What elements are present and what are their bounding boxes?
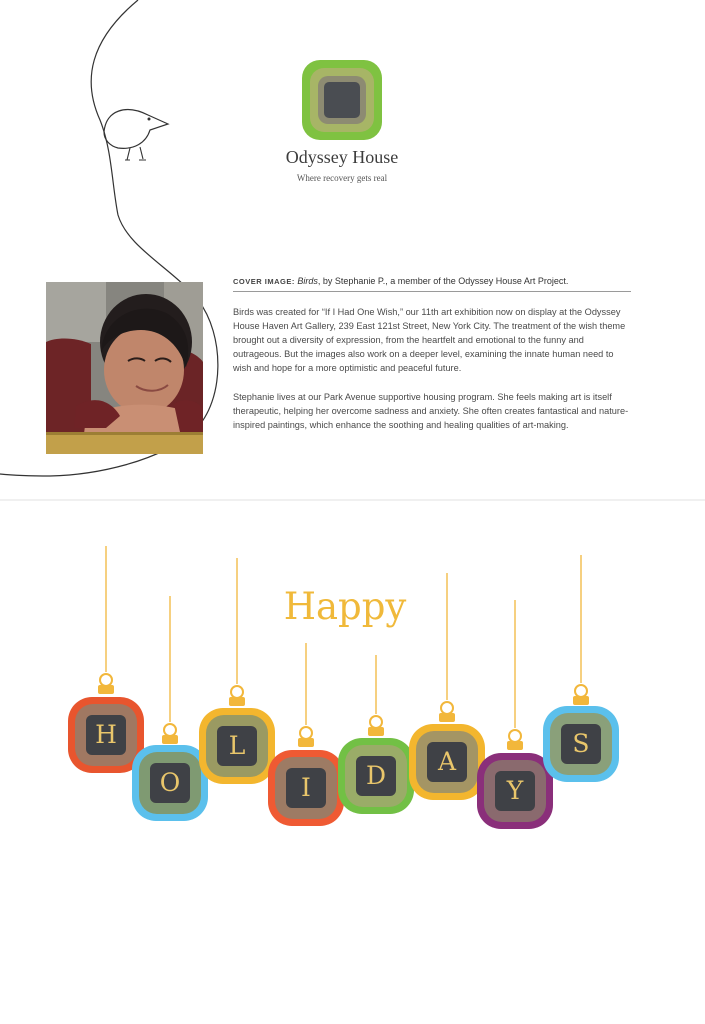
cover-image-title: Birds	[297, 276, 318, 286]
artist-bio-paragraph: Stephanie lives at our Park Avenue supportive housing program. She feels making art is itself therapeutic, helping her overcome sadness and anxiety. She often creates fantastical and nature-inspired paintings, which enhance the soothing and healing qualities of art-making.	[233, 392, 629, 430]
ornament-letter: H	[95, 720, 117, 749]
ornament-cap	[368, 727, 384, 736]
ornament-cap	[162, 735, 178, 744]
ornament-tile	[427, 742, 467, 782]
ornament-cap	[439, 713, 455, 722]
ornament-cap	[98, 685, 114, 694]
org-name: Odyssey House	[285, 147, 399, 167]
happy-heading: Happy	[283, 585, 407, 628]
ornament-o	[132, 745, 208, 821]
ornament-a	[409, 724, 485, 800]
ornament-i	[268, 750, 344, 826]
ornament-tile	[561, 724, 601, 764]
ornament-l	[199, 708, 275, 784]
ornament-letter: I	[301, 773, 311, 802]
ornament-s	[543, 706, 619, 782]
ornament-cap	[507, 741, 523, 750]
ornament-letter: Y	[506, 776, 524, 805]
ornament-tile	[356, 756, 396, 796]
ornament-d	[338, 738, 414, 814]
ornament-tile	[286, 768, 326, 808]
ornament-tile	[495, 771, 535, 811]
ornament-tile	[86, 715, 126, 755]
ornament-letter: A	[437, 747, 457, 776]
org-tagline: Where recovery gets real	[296, 173, 388, 183]
ornament-tile	[150, 763, 190, 803]
ornament-letter: L	[228, 731, 246, 760]
ornament-letter: S	[572, 729, 590, 758]
ornament-cap	[298, 738, 314, 747]
ornament-letter: O	[159, 768, 181, 797]
ornament-letter: D	[365, 761, 387, 790]
cover-image-credit: , by Stephanie P., a member of the Odyssey House Art Project.	[317, 276, 569, 286]
exhibition-paragraph: Birds was created for “If I Had One Wish,” our 11th art exhibition now on display at the Odyssey House Haven Art Gallery, 239 East 121st Street, New York City. The treatment of the wish theme brought out a diversity of expression, from the heartfelt and emotional to the funny and outrageous. But the images also work on a deeper level, examining the innate human need to wish and hope for a more optimistic and peaceful future.	[233, 307, 626, 373]
ornament-tile	[217, 726, 257, 766]
ornament-cap	[229, 697, 245, 706]
cover-image-label: COVER IMAGE:	[233, 277, 295, 286]
ornament-cap	[573, 696, 589, 705]
ornament-y	[477, 753, 553, 829]
